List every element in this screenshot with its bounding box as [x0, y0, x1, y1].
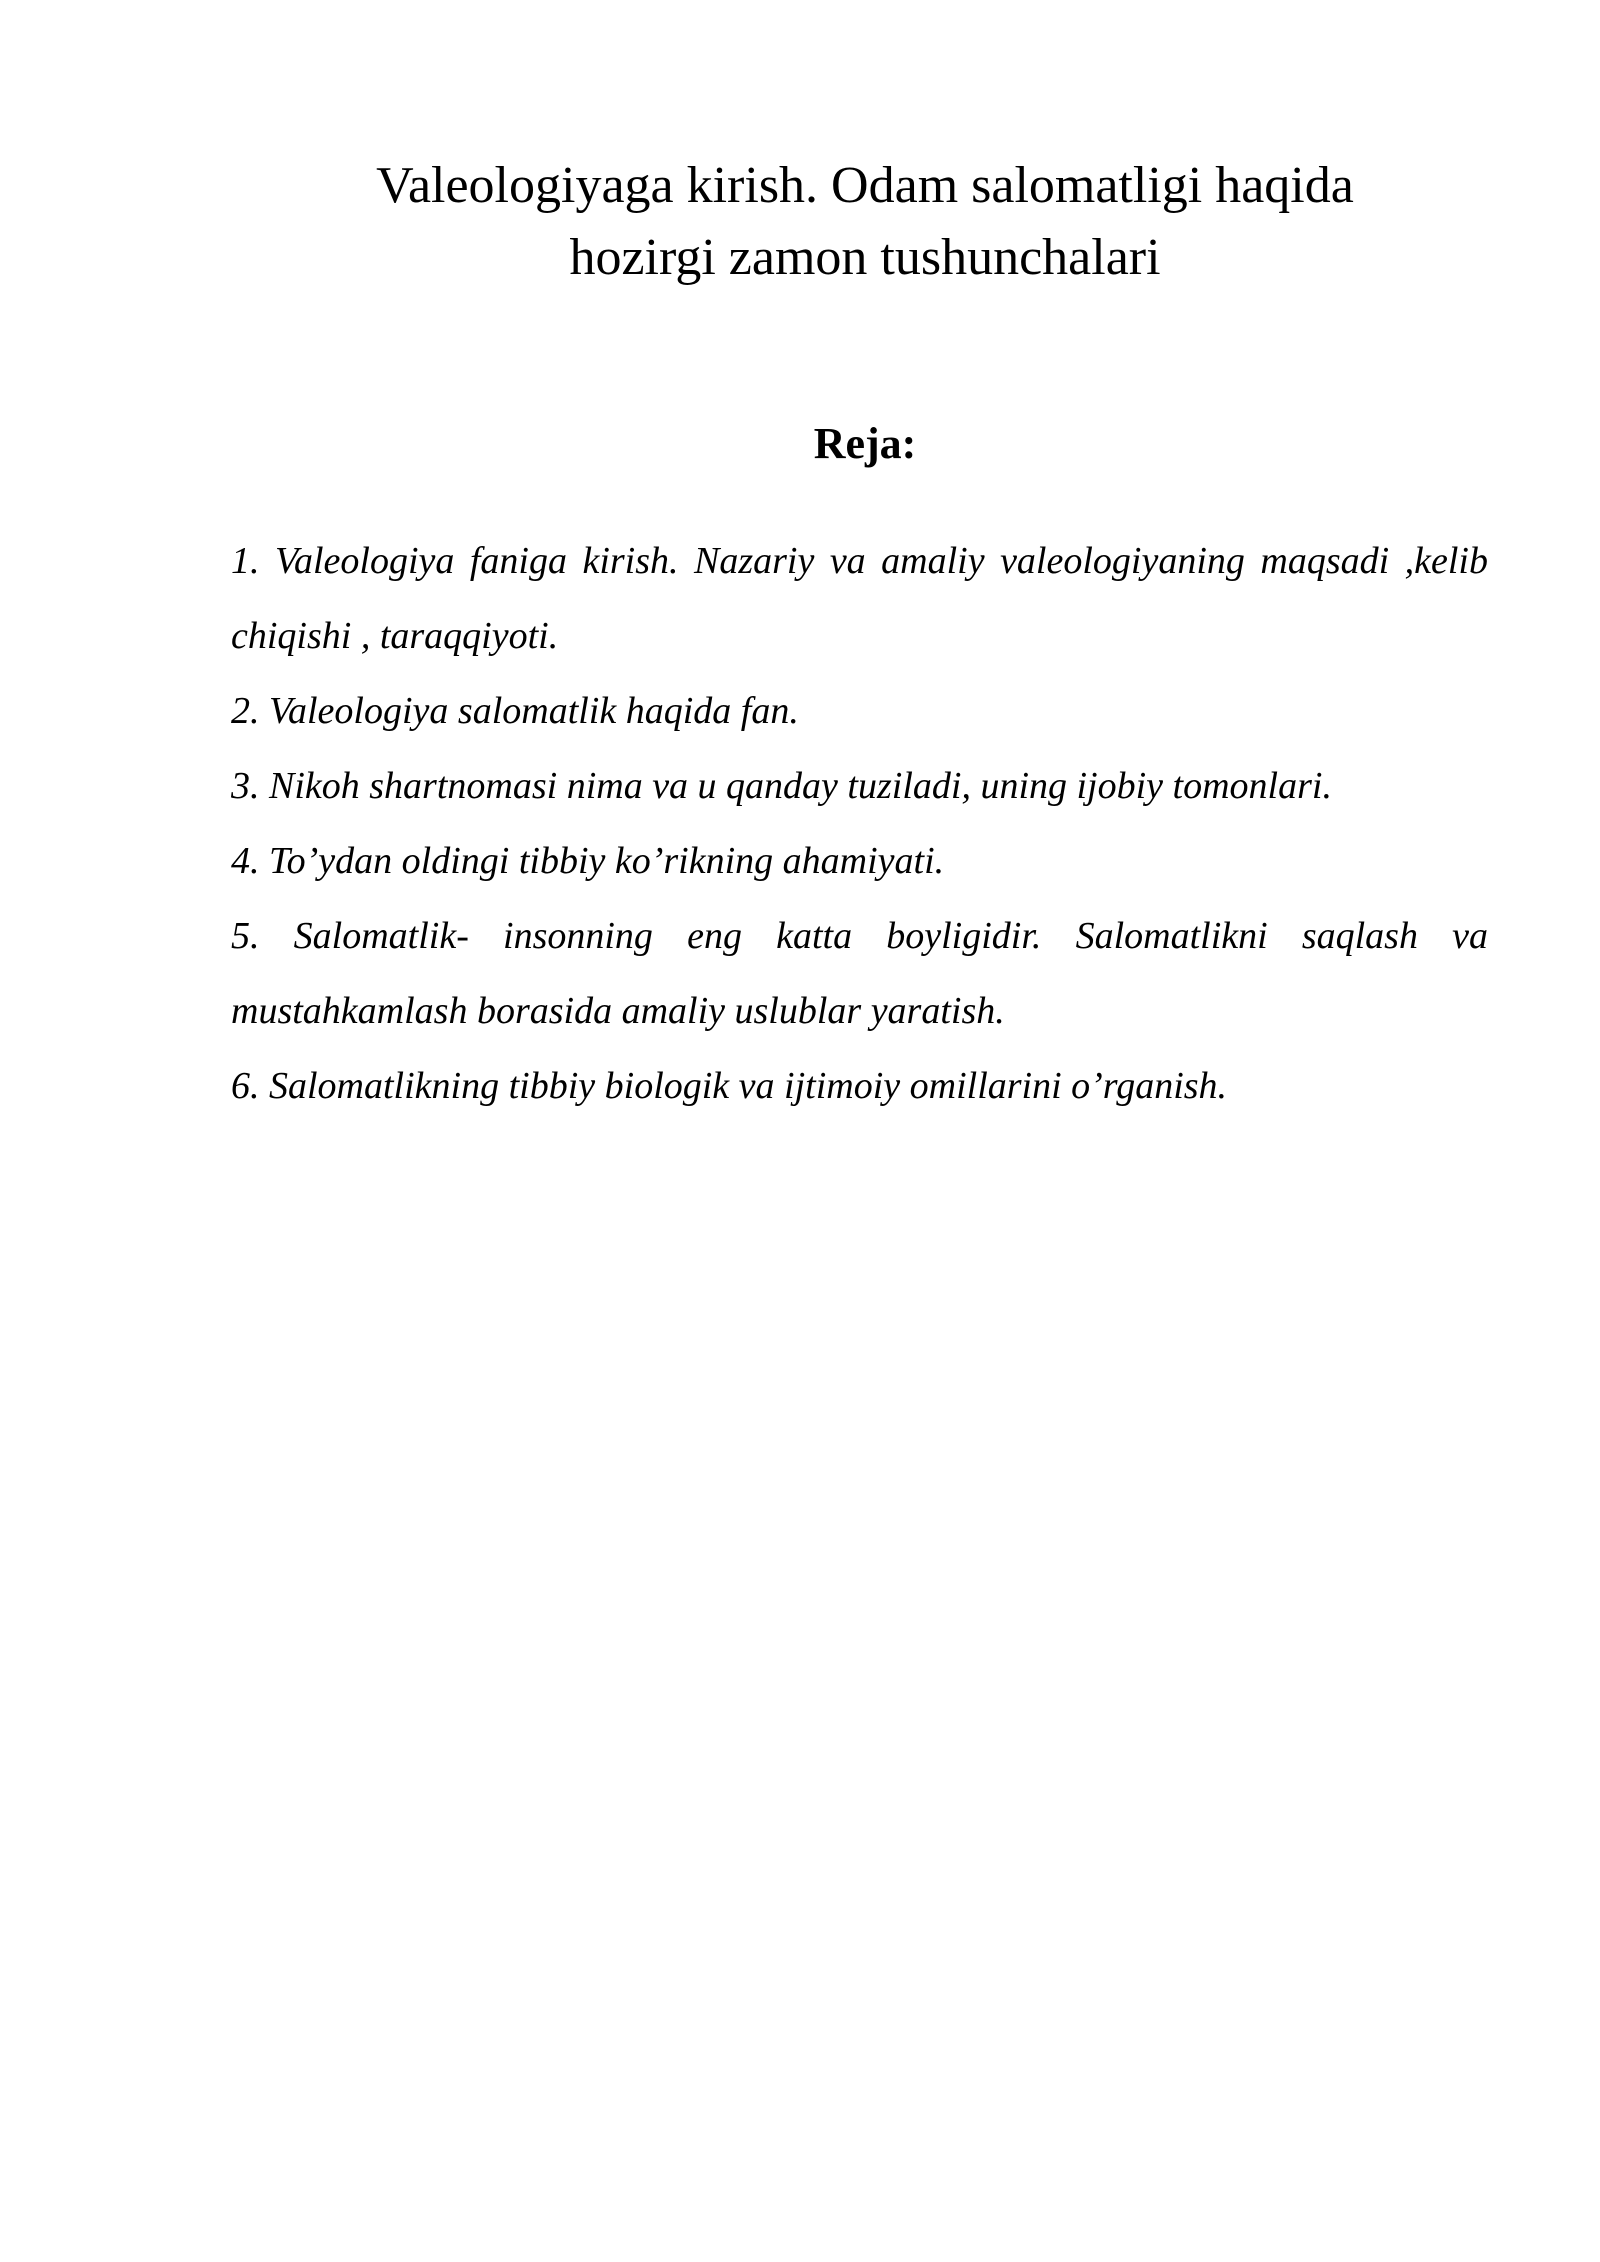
plan-item-3: 3. Nikoh shartnomasi nima va u qanday tuziladi, uning ijobiy tomonlari. — [231, 765, 1332, 807]
plan-item-6: 6. Salomatlikning tibbiy biologik va ijtimoiy omillarini o’rganish. — [231, 1065, 1228, 1107]
plan-item-2: 2. Valeologiya salomatlik haqida fan. — [231, 690, 799, 732]
plan-item-1: 1. Valeologiya faniga kirish. Nazariy va amaliy valeologiyaning maqsadi ,kelib chiqishi , taraqqiyoti. — [231, 540, 1488, 657]
document-title — [230, 150, 1500, 294]
plan-heading: Reja: — [813, 419, 917, 468]
document-title-line-2: hozirgi zamon tushunchalari — [569, 229, 1161, 286]
plan-item-5: 5. Salomatlik- insonning eng katta boyligidir. Salomatlikni saqlash va mustahkamlash borasida amaliy uslublar yaratish. — [231, 915, 1488, 1032]
document-title-line-1: Valeologiyaga kirish. Odam salomatligi haqida — [376, 157, 1354, 214]
plan-list — [231, 524, 1488, 1124]
plan-item-4: 4. To’ydan oldingi tibbiy ko’rikning ahamiyati. — [231, 840, 945, 882]
